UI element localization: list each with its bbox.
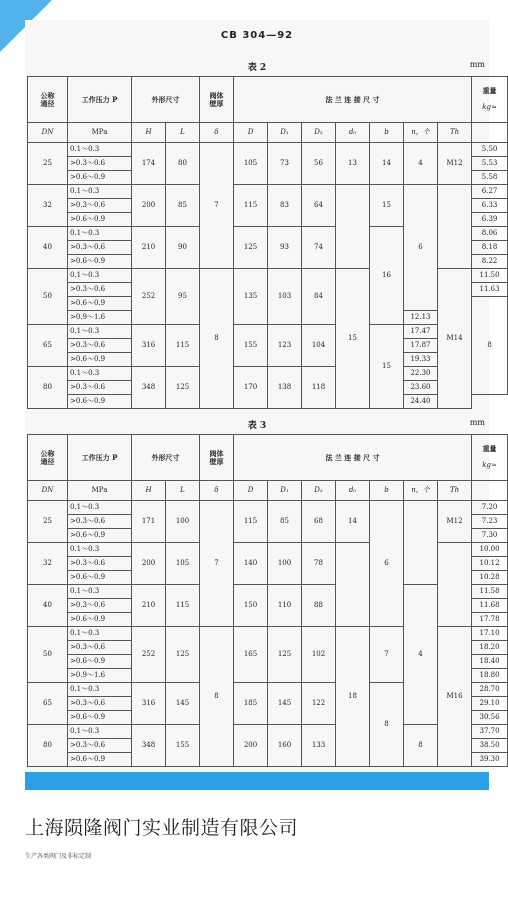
pressure-cell: >0.3～0.6 [68, 739, 132, 753]
d2-cell: 88 [302, 585, 336, 627]
l-cell: 155 [166, 725, 200, 767]
th-cell: M12 [438, 143, 472, 185]
table3 [27, 434, 508, 767]
pressure-cell: 0.1～0.3 [68, 501, 132, 515]
table2 [27, 76, 508, 409]
d1-cell: 123 [268, 325, 302, 367]
weight-cell: 11.63 [472, 283, 508, 297]
pressure-cell: 0.1～0.3 [68, 143, 132, 157]
col-D: D [234, 123, 268, 143]
pressure-cell: >0.6～0.9 [68, 213, 132, 227]
d0-cell: 14 [336, 501, 370, 543]
weight-cell: 10.28 [472, 571, 508, 585]
pressure-cell: 0.1～0.3 [68, 585, 132, 599]
b-cell: 6 [370, 501, 404, 627]
d1-cell: 93 [268, 227, 302, 269]
th-cell: M12 [438, 501, 472, 543]
weight-cell: 6.33 [472, 199, 508, 213]
d-cell: 185 [234, 683, 268, 725]
weight-cell: 10.12 [472, 557, 508, 571]
d2-cell: 64 [302, 185, 336, 227]
col-L: L [166, 481, 200, 501]
dn-cell: 40 [28, 227, 68, 269]
d1-cell: 110 [268, 585, 302, 627]
h-cell: 348 [132, 367, 166, 409]
company-name: 上海陨隆阀门实业制造有限公司 [25, 817, 299, 839]
d0-cell [336, 543, 370, 627]
l-cell: 100 [166, 501, 200, 543]
dn-cell: 80 [28, 725, 68, 767]
pressure-cell: 0.1～0.3 [68, 543, 132, 557]
spec-sheet [25, 20, 500, 772]
delta-cell: 8 [200, 627, 234, 767]
h-cell: 252 [132, 627, 166, 683]
flange-dims-header: 法 兰 连 接 尺 寸 [234, 77, 472, 123]
n-cell: 4 [404, 143, 438, 185]
pressure-cell: >0.6～0.9 [68, 297, 132, 311]
weight-cell: 7.30 [472, 529, 508, 543]
pressure-cell: 0.1～0.3 [68, 227, 132, 241]
pressure-header: 工作压力 P [68, 435, 132, 481]
weight-cell: 11.58 [472, 585, 508, 599]
d1-cell: 85 [268, 501, 302, 543]
weight-cell: 5.50 [472, 143, 508, 157]
pressure-cell: 0.1～0.3 [68, 627, 132, 641]
d0-cell: 18 [336, 627, 370, 767]
d-cell: 105 [234, 143, 268, 185]
col-b: b [370, 481, 404, 501]
pressure-cell: >0.3～0.6 [68, 199, 132, 213]
h-cell: 210 [132, 227, 166, 269]
h-cell: 200 [132, 185, 166, 227]
delta-cell: 7 [200, 501, 234, 627]
weight-cell: 37.70 [472, 725, 508, 739]
dn-cell: 25 [28, 143, 68, 185]
pressure-header: 工作压力 P [68, 77, 132, 123]
d1-cell: 125 [268, 627, 302, 683]
dn-cell: 25 [28, 501, 68, 543]
d0-cell [336, 185, 370, 269]
l-cell: 115 [166, 325, 200, 367]
pressure-cell: >0.6～0.9 [68, 171, 132, 185]
pressure-cell: >0.6～0.9 [68, 753, 132, 767]
table2-unit: mm [469, 60, 485, 69]
standard-code: CB 304—92 [220, 30, 294, 41]
dn-symbol: DN [28, 123, 68, 143]
l-cell: 85 [166, 185, 200, 227]
weight-cell: 39.30 [472, 753, 508, 767]
d0-cell: 15 [336, 269, 370, 409]
d2-cell: 133 [302, 725, 336, 767]
pressure-cell: >0.6～0.9 [68, 255, 132, 269]
weight-cell: 30.56 [472, 711, 508, 725]
col-D1: D₁ [268, 481, 302, 501]
pressure-cell: >0.3～0.6 [68, 641, 132, 655]
dn-symbol: DN [28, 481, 68, 501]
dn-header: 公称 通径 [28, 435, 68, 481]
l-cell: 95 [166, 269, 200, 325]
weight-cell: 17.10 [472, 627, 508, 641]
pressure-cell: >0.6～0.9 [68, 529, 132, 543]
h-cell: 348 [132, 725, 166, 767]
l-cell: 125 [166, 627, 200, 683]
col-d0: d₀ [336, 481, 370, 501]
h-cell: 252 [132, 269, 166, 325]
pressure-cell: >0.6～0.9 [68, 571, 132, 585]
d1-cell: 145 [268, 683, 302, 725]
l-cell: 125 [166, 367, 200, 409]
b-cell: 15 [370, 325, 404, 409]
pressure-cell: >0.6～0.9 [68, 395, 132, 409]
th-cell [438, 543, 472, 627]
th-cell: M14 [438, 269, 472, 409]
pressure-cell: >0.6～0.9 [68, 613, 132, 627]
d-cell: 170 [234, 367, 268, 409]
col-delta: δ [200, 123, 234, 143]
dn-cell: 32 [28, 185, 68, 227]
b-cell: 14 [370, 143, 404, 185]
col-d0: d₀ [336, 123, 370, 143]
table2-caption-row [25, 60, 489, 74]
d2-cell: 122 [302, 683, 336, 725]
table3-caption: 表 3 [247, 421, 267, 431]
d-cell: 125 [234, 227, 268, 269]
delta-cell: 8 [200, 269, 234, 409]
pressure-cell: >0.3～0.6 [68, 697, 132, 711]
d-cell: 200 [234, 725, 268, 767]
pressure-cell: >0.3～0.6 [68, 515, 132, 529]
body-wall-header: 阀体 壁厚 [200, 77, 234, 123]
l-cell: 115 [166, 585, 200, 627]
pressure-cell: >0.6～0.9 [68, 353, 132, 367]
pressure-cell: >0.6～0.9 [68, 655, 132, 669]
weight-cell: 38.50 [472, 739, 508, 753]
b-cell: 15 [370, 185, 404, 227]
col-Th: Th [438, 123, 472, 143]
d-cell: 115 [234, 501, 268, 543]
d2-cell: 84 [302, 269, 336, 325]
weight-cell: 8.06 [472, 227, 508, 241]
col-H: H [132, 123, 166, 143]
flange-dims-header: 法 兰 连 接 尺 寸 [234, 435, 472, 481]
weight-cell: 18.40 [472, 655, 508, 669]
dn-cell: 65 [28, 683, 68, 725]
accent-bar [25, 772, 489, 790]
d1-cell: 160 [268, 725, 302, 767]
d-cell: 150 [234, 585, 268, 627]
h-cell: 316 [132, 683, 166, 725]
th-cell [438, 185, 472, 269]
table2-caption: 表 2 [247, 63, 267, 73]
col-b: b [370, 123, 404, 143]
weight-cell: 22.30 [404, 367, 438, 381]
pressure-unit: MPa [68, 481, 132, 501]
pressure-cell: >0.3～0.6 [68, 241, 132, 255]
col-D2: D₂ [302, 123, 336, 143]
weight-cell: 6.27 [472, 185, 508, 199]
overall-dims-header: 外形尺寸 [132, 77, 200, 123]
weight-cell: 24.40 [404, 395, 438, 409]
pressure-cell: 0.1～0.3 [68, 185, 132, 199]
dn-cell: 32 [28, 543, 68, 585]
weight-cell: 6.39 [472, 213, 508, 227]
weight-header: 重量 kg≈ [472, 77, 508, 123]
weight-cell: 8.18 [472, 241, 508, 255]
overall-dims-header: 外形尺寸 [132, 435, 200, 481]
l-cell: 90 [166, 227, 200, 269]
table3-caption-row [25, 418, 489, 432]
col-D: D [234, 481, 268, 501]
pressure-cell: >0.3～0.6 [68, 283, 132, 297]
d2-cell: 102 [302, 627, 336, 683]
weight-header: 重量 kg≈ [472, 435, 508, 481]
h-cell: 316 [132, 325, 166, 367]
col-delta: δ [200, 481, 234, 501]
d-cell: 140 [234, 543, 268, 585]
weight-cell: 29.10 [472, 697, 508, 711]
d-cell: 115 [234, 185, 268, 227]
d2-cell: 104 [302, 325, 336, 367]
weight-cell: 19.33 [404, 353, 438, 367]
l-cell: 80 [166, 143, 200, 185]
dn-cell: 65 [28, 325, 68, 367]
pressure-cell: >0.3～0.6 [68, 157, 132, 171]
dn-cell: 50 [28, 627, 68, 683]
d2-cell: 78 [302, 543, 336, 585]
weight-cell: 8.22 [472, 255, 508, 269]
pressure-cell: >0.3～0.6 [68, 557, 132, 571]
d2-cell: 74 [302, 227, 336, 269]
pressure-cell: >0.9～1.6 [68, 669, 132, 683]
pressure-cell: 0.1～0.3 [68, 325, 132, 339]
weight-cell: 17.87 [404, 339, 438, 353]
n-cell [404, 501, 438, 585]
pressure-cell: >0.3～0.6 [68, 339, 132, 353]
pressure-cell: >0.3～0.6 [68, 599, 132, 613]
d-cell: 165 [234, 627, 268, 683]
d1-cell: 103 [268, 269, 302, 325]
weight-cell: 11.68 [472, 599, 508, 613]
l-cell: 145 [166, 683, 200, 725]
d-cell: 155 [234, 325, 268, 367]
pressure-cell: 0.1～0.3 [68, 683, 132, 697]
weight-cell: 17.78 [472, 613, 508, 627]
h-cell: 200 [132, 543, 166, 585]
d1-cell: 83 [268, 185, 302, 227]
pressure-unit: MPa [68, 123, 132, 143]
weight-cell: 12.13 [404, 311, 438, 325]
body-wall-header: 阀体 壁厚 [200, 435, 234, 481]
b-cell: 16 [370, 227, 404, 325]
pressure-cell: >0.3～0.6 [68, 381, 132, 395]
n-cell: 6 [404, 185, 438, 311]
weight-cell: 28.70 [472, 683, 508, 697]
weight-cell: 11.50 [472, 269, 508, 283]
weight-cell: 18.20 [472, 641, 508, 655]
d2-cell: 118 [302, 367, 336, 409]
dn-cell: 50 [28, 269, 68, 325]
col-D2: D₂ [302, 481, 336, 501]
weight-cell: 7.20 [472, 501, 508, 515]
col-weight [472, 123, 508, 143]
weight-cell: 23.60 [404, 381, 438, 395]
dn-cell: 80 [28, 367, 68, 409]
weight-cell: 18.80 [472, 669, 508, 683]
company-tagline: 生产各类阀门及非标定制 [25, 853, 92, 860]
weight-cell: 5.58 [472, 171, 508, 185]
d2-cell: 56 [302, 143, 336, 185]
th-cell: M16 [438, 627, 472, 767]
dn-cell: 40 [28, 585, 68, 627]
h-cell: 174 [132, 143, 166, 185]
d0-cell: 13 [336, 143, 370, 185]
d1-cell: 138 [268, 367, 302, 409]
dn-header: 公称 通径 [28, 77, 68, 123]
d-cell: 135 [234, 269, 268, 325]
weight-cell: 10.00 [472, 543, 508, 557]
pressure-cell: 0.1～0.3 [68, 269, 132, 283]
col-weight [472, 481, 508, 501]
pressure-cell: >0.6～0.9 [68, 711, 132, 725]
col-Th: Th [438, 481, 472, 501]
weight-cell: 17.47 [404, 325, 438, 339]
col-n: n，个 [404, 481, 438, 501]
b-cell: 8 [370, 683, 404, 767]
col-D1: D₁ [268, 123, 302, 143]
pressure-cell: >0.9～1.6 [68, 311, 132, 325]
pressure-cell: 0.1～0.3 [68, 725, 132, 739]
l-cell: 105 [166, 543, 200, 585]
pressure-cell: 0.1～0.3 [68, 367, 132, 381]
d2-cell: 68 [302, 501, 336, 543]
n-cell: 4 [404, 585, 438, 725]
weight-cell: 7.23 [472, 515, 508, 529]
table3-unit: mm [469, 418, 485, 427]
h-cell: 171 [132, 501, 166, 543]
b-cell: 7 [370, 627, 404, 683]
col-L: L [166, 123, 200, 143]
n-cell: 8 [472, 297, 508, 395]
h-cell: 210 [132, 585, 166, 627]
d1-cell: 73 [268, 143, 302, 185]
n-cell: 8 [404, 725, 438, 767]
d1-cell: 100 [268, 543, 302, 585]
weight-cell: 5.53 [472, 157, 508, 171]
col-n: n，个 [404, 123, 438, 143]
delta-cell: 7 [200, 143, 234, 269]
col-H: H [132, 481, 166, 501]
